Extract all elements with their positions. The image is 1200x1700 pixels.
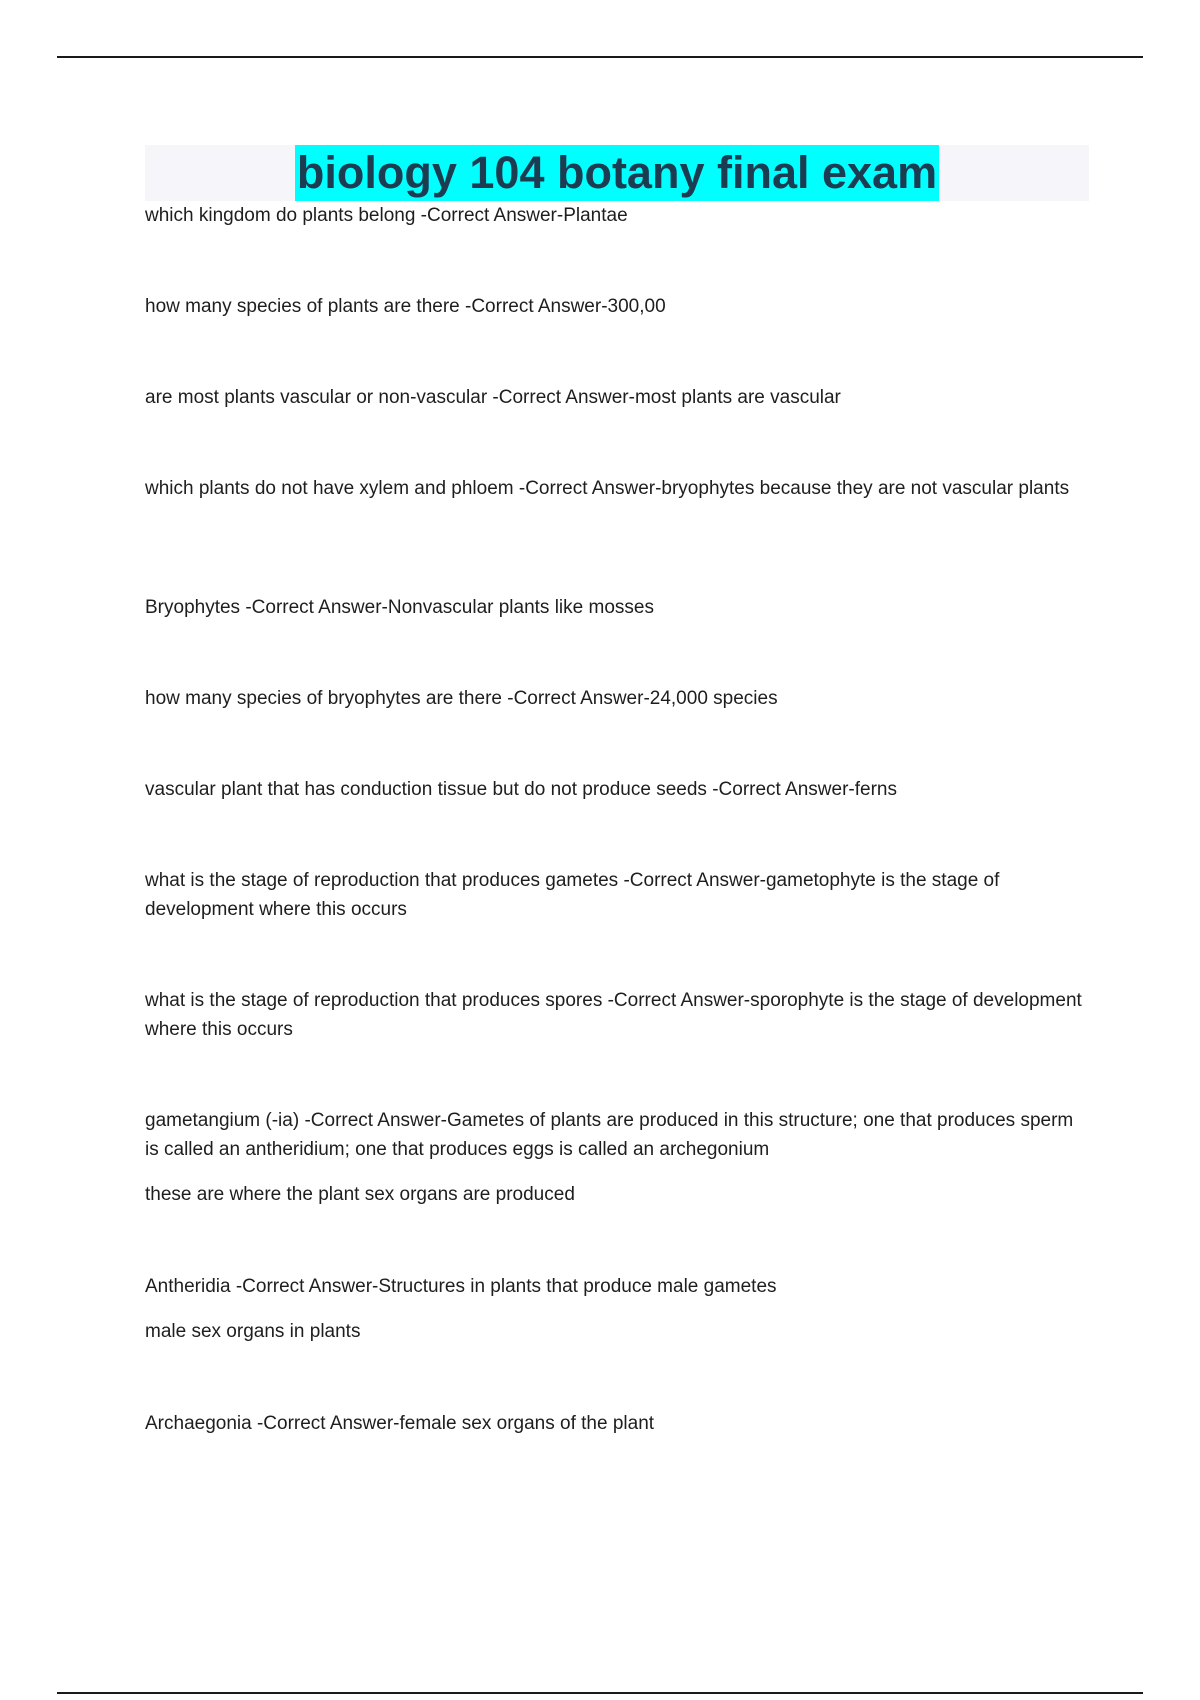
qa-item <box>145 1106 1089 1209</box>
qa-item <box>145 1409 654 1438</box>
qa-text: which kingdom do plants belong -Correct Answer-Plantae <box>145 205 628 226</box>
qa-text: Antheridia -Correct Answer-Structures in plants that produce male gametes <box>145 1276 777 1297</box>
qa-item <box>145 383 841 412</box>
qa-text: Archaegonia -Correct Answer-female sex organs of the plant <box>145 1413 655 1434</box>
qa-item <box>145 1272 1089 1346</box>
bottom-rule <box>57 1692 1143 1694</box>
qa-item <box>145 986 1089 1044</box>
qa-text: Bryophytes -Correct Answer-Nonvascular plants like mosses <box>145 597 654 618</box>
document-title: biology 104 botany final exam <box>295 145 939 201</box>
qa-note: these are where the plant sex organs are produced <box>145 1184 575 1205</box>
qa-item <box>145 684 778 713</box>
qa-text: what is the stage of reproduction that produces gametes -Correct Answer-gametophyte is the stage of development where this occurs <box>145 870 1000 920</box>
qa-item <box>145 474 1089 503</box>
qa-text: gametangium (-ia) -Correct Answer-Gametes of plants are produced in this structure; one that produces sperm is called an antheridium; one that produces eggs is called an archegonium <box>145 1110 1074 1160</box>
qa-text: what is the stage of reproduction that produces spores -Correct Answer-sporophyte is the stage of development where this occurs <box>145 990 1082 1040</box>
qa-item <box>145 775 897 804</box>
qa-item <box>145 866 1089 924</box>
qa-text: vascular plant that has conduction tissue but do not produce seeds -Correct Answer-ferns <box>145 779 897 800</box>
qa-text: how many species of bryophytes are there -Correct Answer-24,000 species <box>145 688 778 709</box>
qa-item <box>145 593 654 622</box>
top-rule <box>57 56 1143 58</box>
document-body <box>145 145 1089 1434</box>
qa-text: how many species of plants are there -Correct Answer-300,00 <box>145 296 666 317</box>
qa-item <box>145 292 666 321</box>
qa-item <box>145 201 628 230</box>
qa-text: are most plants vascular or non-vascular -Correct Answer-most plants are vascular <box>145 387 841 408</box>
title-band <box>145 145 1089 201</box>
qa-text: which plants do not have xylem and phloem -Correct Answer-bryophytes because they are not vascular plants <box>145 478 1070 499</box>
qa-note: male sex organs in plants <box>145 1321 361 1342</box>
